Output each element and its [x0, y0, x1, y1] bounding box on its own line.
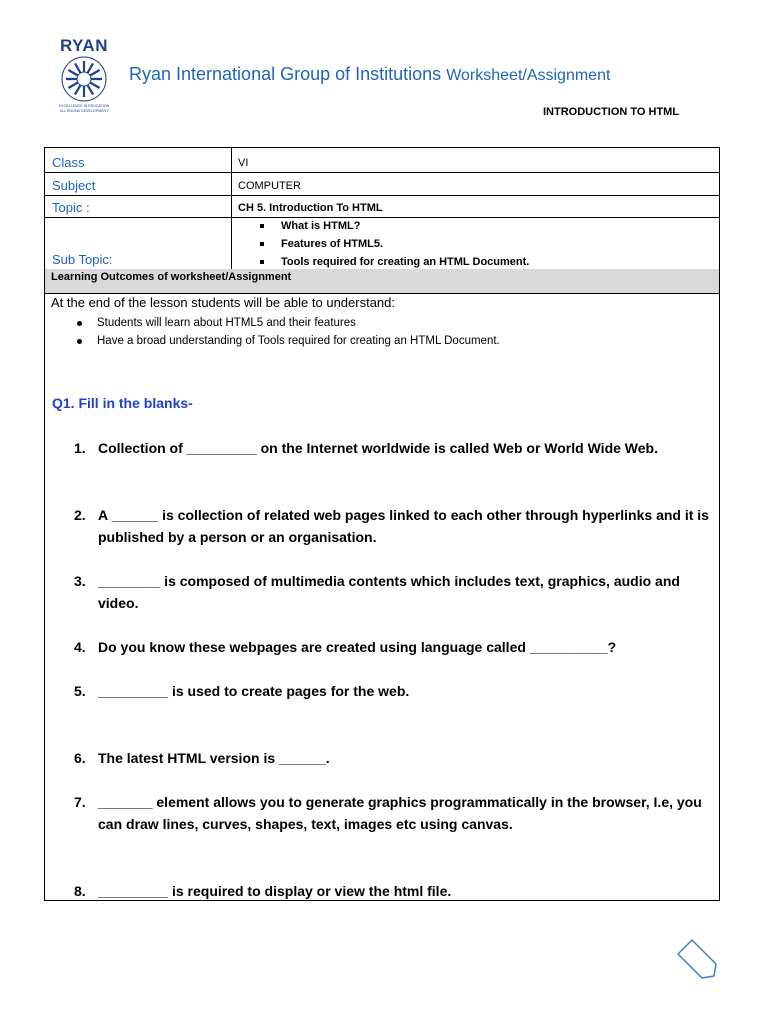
- class-value: VI: [238, 157, 249, 169]
- school-logo: [53, 37, 115, 121]
- subject-value: COMPUTER: [238, 180, 301, 192]
- subtopic-list: [258, 217, 529, 271]
- topic-value: CH 5. Introduction To HTML: [238, 202, 383, 214]
- document-type: Worksheet/Assignment: [446, 67, 611, 84]
- question-title: Q1. Fill in the blanks-: [52, 395, 193, 411]
- logo-tagline-2: ALL ROUND DEVELOPMENT: [59, 109, 109, 114]
- list-item: Have a broad understanding of Tools required for creating an HTML Document.: [75, 332, 500, 350]
- logo-tagline-1: EXCELLENCE IN EDUCATION: [58, 104, 110, 108]
- subject-row: [45, 172, 719, 196]
- sunburst-emblem-icon: [60, 55, 108, 103]
- outcomes-list: [75, 314, 500, 350]
- subtopic-row: [45, 217, 719, 270]
- list-item: Tools required for creating an HTML Document.: [258, 253, 529, 271]
- list-item: Features of HTML5.: [258, 235, 529, 253]
- next-page-arrow-icon[interactable]: [676, 938, 720, 982]
- outcomes-intro: At the end of the lesson students will be able to understand:: [51, 295, 396, 310]
- logo-word: RYAN: [60, 36, 108, 55]
- list-item: Students will learn about HTML5 and their features: [75, 314, 500, 332]
- worksheet-frame: Class VI Subject COMPUTER Topic : CH 5. Introduction To HTML Sub Topic: What is HTML? Features of HTML5. Tools required for creating an HTML Document. Learning Outcomes of worksheet/Assignment At the end of the lesson students will be able to understand: Students will learn about HTML5 and their features Have a broad understanding of Tools required for creating an HTML Document. Q1. Fill in the blanks- 1. Collection of _________ on the Internet worldwide is called Web or World Wide Web. 2. A ______ is collection of related web pages linked to each other through hyperlinks and it is published by a person or an organisation. 3. ________ is composed of multimedia contents which includes text, graphics, audio and video. 4. Do you know these webpages are created using language called __________? 5. _________ is used to create pages for the web. 6. The latest HTML version is ______. 7. _______ element allows you to generate graphics programmatically in the browser, I.e, you can draw lines, curves, shapes, text, images etc using canvas. 8. _________ is required to display or view the html file.: [44, 147, 720, 901]
- institution-name: Ryan International Group of Institutions: [129, 64, 442, 84]
- topic-row: [45, 195, 719, 218]
- subtopic-label: Sub Topic:: [52, 252, 113, 267]
- outcomes-heading: Learning Outcomes of worksheet/Assignment: [51, 271, 292, 283]
- topic-label: Topic :: [52, 200, 90, 215]
- list-item: What is HTML?: [258, 217, 529, 235]
- document-subject: INTRODUCTION TO HTML: [543, 106, 680, 118]
- outcomes-heading-row: [45, 269, 719, 294]
- page-title: [129, 64, 610, 85]
- class-row: [45, 148, 719, 173]
- class-label: Class: [52, 155, 85, 170]
- subject-label: Subject: [52, 178, 96, 193]
